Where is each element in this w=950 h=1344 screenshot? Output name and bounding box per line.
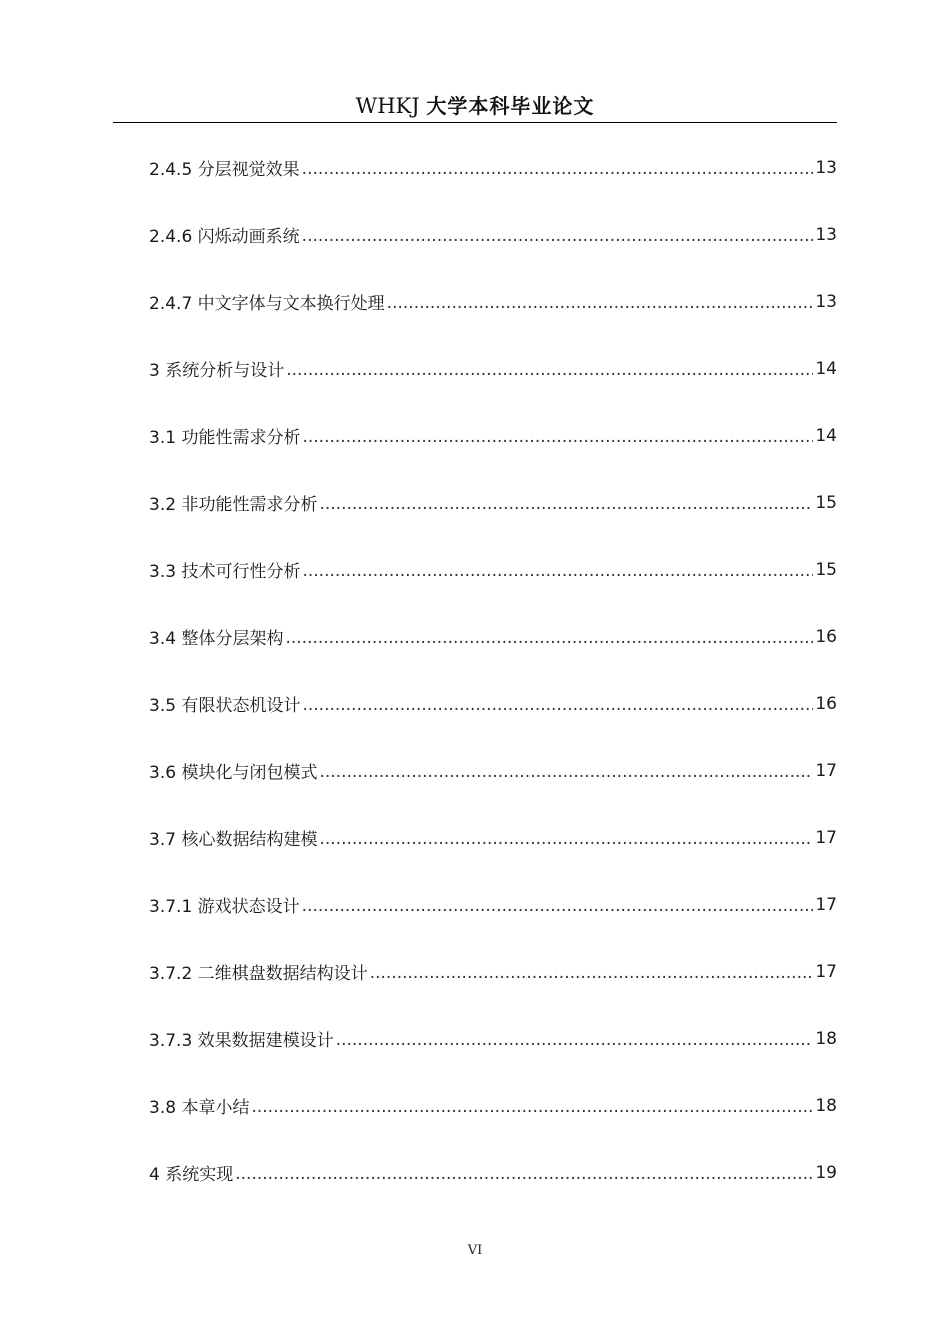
toc-entry[interactable] (149, 1005, 837, 1072)
toc-entry-title: 2.4.7 中文字体与文本换行处理 (149, 294, 385, 314)
toc-entry-title: 3 系统分析与设计 (149, 361, 285, 381)
toc-entry[interactable] (149, 670, 837, 737)
toc-entry-title: 3.7.2 二维棋盘数据结构设计 (149, 964, 368, 984)
toc-entry-page: 15 (815, 492, 837, 513)
toc-entry-page: 14 (815, 425, 837, 446)
toc-leader-dots (319, 494, 813, 514)
toc-leader-dots (336, 1030, 814, 1050)
toc-entry-page: 18 (815, 1028, 837, 1049)
toc-leader-dots (285, 628, 813, 648)
toc-leader-dots (251, 1097, 813, 1117)
page-number: VI (467, 1243, 483, 1258)
toc-entry-page: 16 (815, 693, 837, 714)
toc-entry-page: 13 (815, 291, 837, 312)
toc-entry[interactable] (149, 536, 837, 603)
running-header (113, 92, 837, 120)
toc-entry-title: 3.3 技术可行性分析 (149, 562, 301, 582)
toc-entry-title: 3.7.3 效果数据建模设计 (149, 1031, 334, 1051)
toc-entry[interactable] (149, 469, 837, 536)
toc-leader-dots (286, 360, 813, 380)
table-of-contents (149, 134, 837, 1206)
toc-entry[interactable] (149, 737, 837, 804)
toc-leader-dots (302, 159, 814, 179)
toc-entry-title: 3.4 整体分层架构 (149, 629, 284, 649)
toc-entry-page: 17 (815, 827, 837, 848)
toc-leader-dots (370, 963, 814, 983)
toc-entry-page: 15 (815, 559, 837, 580)
toc-entry-title: 2.4.6 闪烁动画系统 (149, 227, 300, 247)
toc-entry-page: 18 (815, 1095, 837, 1116)
toc-entry[interactable] (149, 871, 837, 938)
toc-entry-page: 14 (815, 358, 837, 379)
header-rule (113, 122, 837, 123)
toc-entry[interactable] (149, 134, 837, 201)
toc-entry-page: 13 (815, 157, 837, 178)
toc-entry-page: 19 (815, 1162, 837, 1183)
toc-entry-page: 17 (815, 894, 837, 915)
header-title: 大学本科毕业论文 (426, 94, 595, 118)
toc-entry-page: 16 (815, 626, 837, 647)
toc-entry-title: 3.6 模块化与闭包模式 (149, 763, 318, 783)
header-latin: WHKJ (355, 94, 420, 118)
toc-entry[interactable] (149, 804, 837, 871)
toc-leader-dots (319, 829, 813, 849)
toc-entry-title: 3.7.1 游戏状态设计 (149, 897, 300, 917)
toc-leader-dots (387, 293, 814, 313)
toc-entry[interactable] (149, 201, 837, 268)
toc-entry-title: 3.7 核心数据结构建模 (149, 830, 318, 850)
toc-entry[interactable] (149, 1139, 837, 1206)
toc-entry-title: 4 系统实现 (149, 1165, 234, 1185)
toc-entry[interactable] (149, 603, 837, 670)
toc-leader-dots (235, 1164, 813, 1184)
toc-entry-title: 2.4.5 分层视觉效果 (149, 160, 300, 180)
toc-entry-page: 17 (815, 760, 837, 781)
toc-entry[interactable] (149, 402, 837, 469)
toc-entry-title: 3.8 本章小结 (149, 1098, 250, 1118)
toc-leader-dots (302, 695, 813, 715)
toc-leader-dots (302, 226, 814, 246)
toc-leader-dots (302, 427, 813, 447)
toc-entry[interactable] (149, 268, 837, 335)
toc-entry-title: 3.2 非功能性需求分析 (149, 495, 318, 515)
toc-entry[interactable] (149, 1072, 837, 1139)
toc-entry[interactable] (149, 938, 837, 1005)
toc-entry-page: 17 (815, 961, 837, 982)
toc-leader-dots (302, 896, 814, 916)
toc-leader-dots (302, 561, 813, 581)
toc-entry-page: 13 (815, 224, 837, 245)
toc-leader-dots (319, 762, 813, 782)
toc-entry-title: 3.5 有限状态机设计 (149, 696, 301, 716)
toc-entry[interactable] (149, 335, 837, 402)
toc-entry-title: 3.1 功能性需求分析 (149, 428, 301, 448)
